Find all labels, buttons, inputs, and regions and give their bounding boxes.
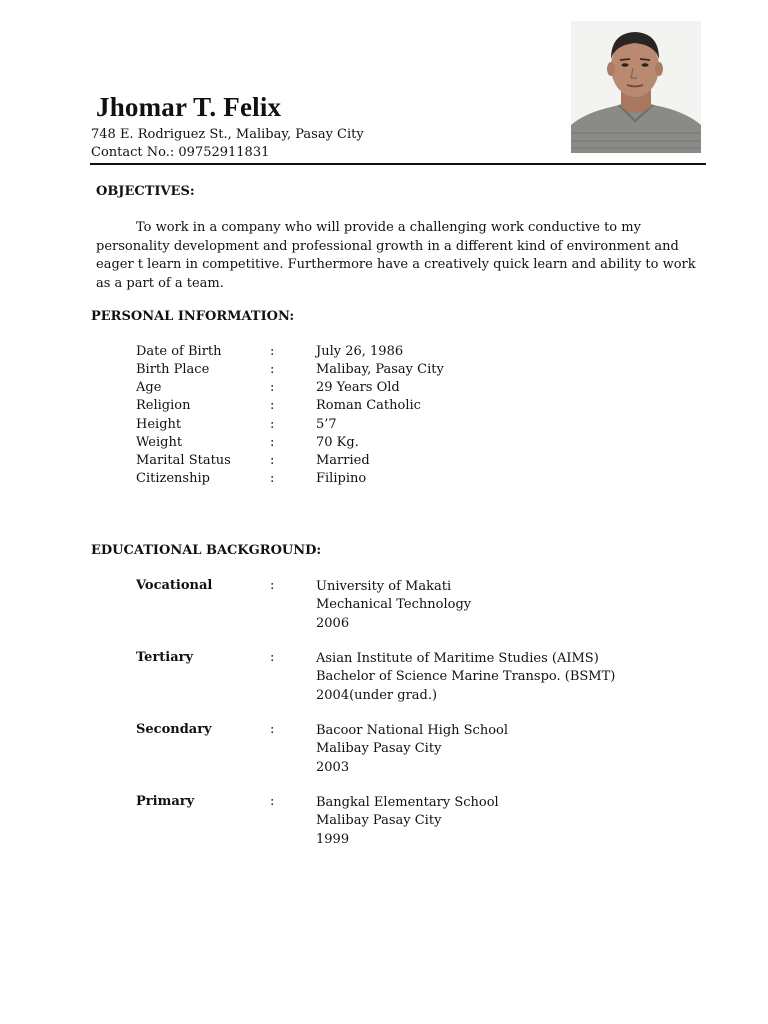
education-level: Vocational <box>136 578 213 593</box>
education-line: 2006 <box>316 615 350 631</box>
education-line: 1999 <box>316 831 350 847</box>
info-value: 29 Years Old <box>316 380 400 395</box>
info-label: Height <box>136 417 182 432</box>
education-line: 2003 <box>316 759 350 775</box>
education-details <box>316 722 508 777</box>
education-heading: EDUCATIONAL BACKGROUND: <box>91 543 322 558</box>
education-line: 2004(under grad.) <box>316 687 438 703</box>
education-line: Mechanical Technology <box>316 597 472 613</box>
info-separator: : <box>270 362 275 377</box>
education-line: Bangkal Elementary School <box>316 795 499 810</box>
info-value: 5’7 <box>316 417 337 432</box>
info-label: Religion <box>136 398 191 413</box>
objectives-heading: OBJECTIVES: <box>96 184 195 199</box>
info-separator: : <box>270 417 275 432</box>
info-separator: : <box>270 398 275 413</box>
education-separator: : <box>270 794 275 809</box>
info-label: Weight <box>136 435 183 450</box>
objectives-text: To work in a company who will provide a challenging work conductive to my personality development and professional growth in a different kind of environment and eager t learn in competitive. Furthermore have a creatively quick learn and ability to work as a part of a team. <box>96 220 696 291</box>
education-line: Malibay Pasay City <box>316 813 442 829</box>
applicant-address: 748 E. Rodriguez St., Malibay, Pasay City <box>91 127 364 142</box>
applicant-name: Jhomar T. Felix <box>96 92 282 122</box>
info-value: Malibay, Pasay City <box>316 362 444 377</box>
info-value: July 26, 1986 <box>316 344 404 359</box>
info-value: Filipino <box>316 471 367 486</box>
education-line: Asian Institute of Maritime Studies (AIMS) <box>316 651 599 666</box>
info-value: Married <box>316 453 370 468</box>
header-divider <box>90 163 706 165</box>
info-value: 70 Kg. <box>316 435 359 450</box>
applicant-photo <box>571 21 701 153</box>
info-separator: : <box>270 344 275 359</box>
info-separator: : <box>270 453 275 468</box>
education-details <box>316 578 471 633</box>
education-line: Bachelor of Science Marine Transpo. (BSMT) <box>316 669 616 685</box>
info-label: Age <box>136 380 162 395</box>
education-separator: : <box>270 578 275 593</box>
education-level: Tertiary <box>136 650 194 665</box>
info-value: Roman Catholic <box>316 398 421 413</box>
education-details <box>316 650 615 705</box>
education-separator: : <box>270 650 275 665</box>
personal-info-heading: PERSONAL INFORMATION: <box>91 309 295 324</box>
education-level: Secondary <box>136 722 212 737</box>
education-line: Bacoor National High School <box>316 723 509 738</box>
info-label: Birth Place <box>136 362 210 377</box>
info-label: Date of Birth <box>136 344 222 359</box>
education-separator: : <box>270 722 275 737</box>
portrait-image <box>571 21 701 153</box>
education-level: Primary <box>136 794 195 809</box>
info-label: Marital Status <box>136 453 231 468</box>
education-line: University of Makati <box>316 579 452 594</box>
info-label: Citizenship <box>136 471 210 486</box>
info-separator: : <box>270 380 275 395</box>
education-line: Malibay Pasay City <box>316 741 442 757</box>
education-details <box>316 794 499 849</box>
info-separator: : <box>270 435 275 450</box>
applicant-contact: Contact No.: 09752911831 <box>91 145 270 160</box>
info-separator: : <box>270 471 275 486</box>
